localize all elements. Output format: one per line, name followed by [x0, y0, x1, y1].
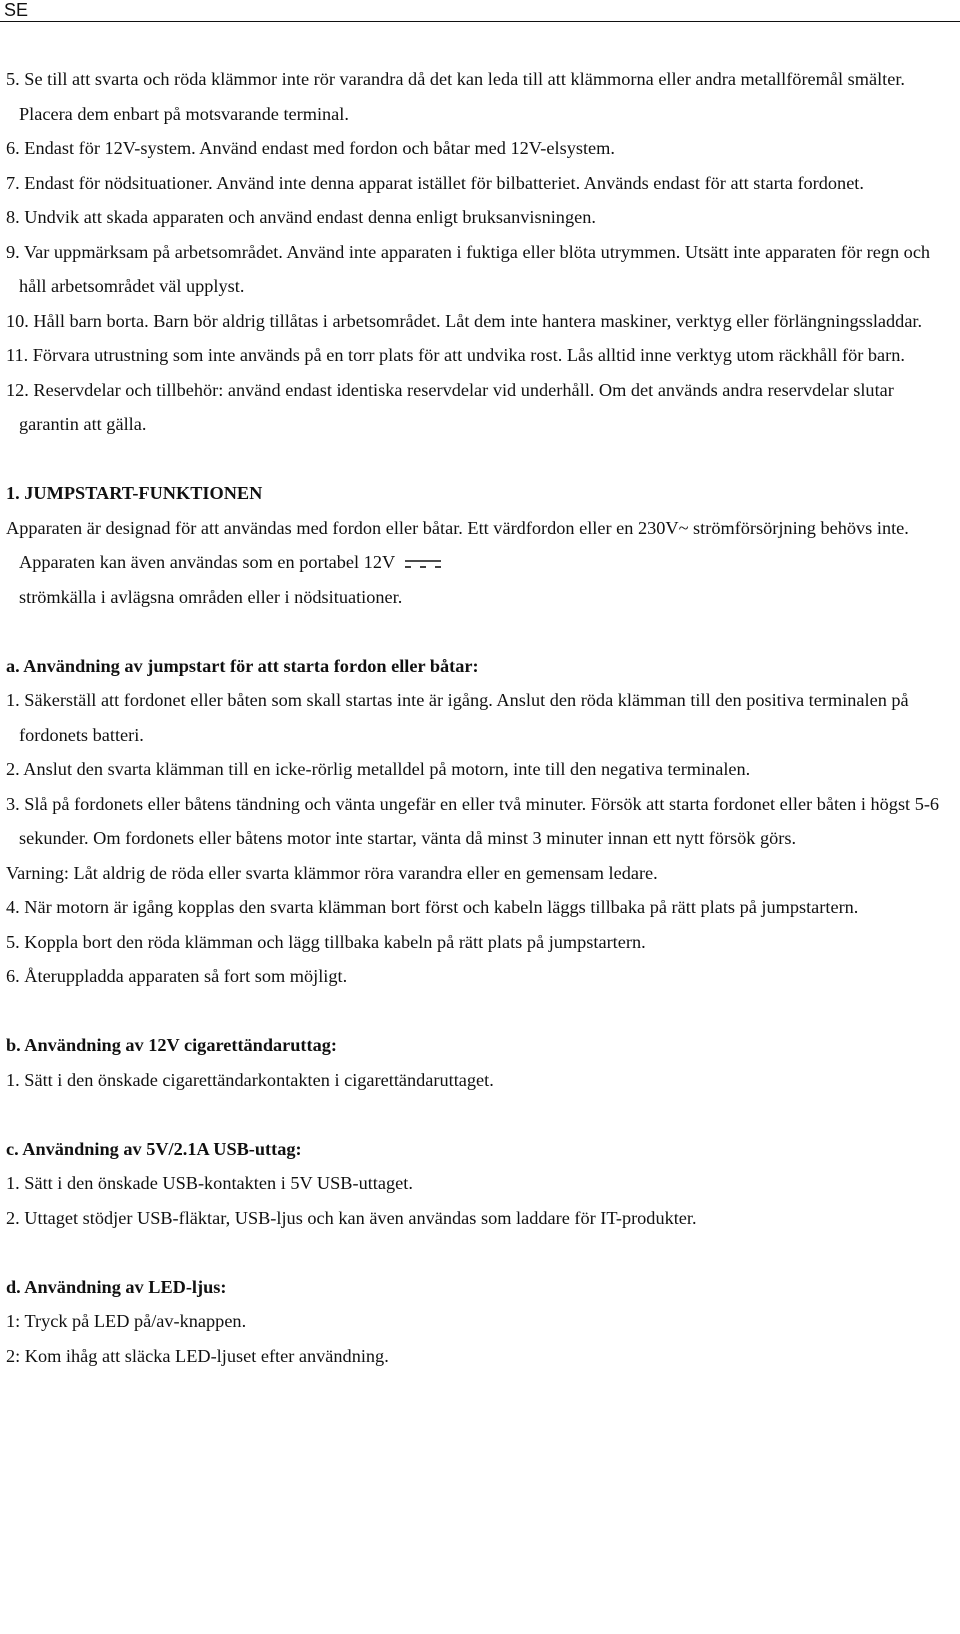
safety-item-5: 5. Se till att svarta och röda klämmor inte rör varandra då det kan leda till att klämmorna eller andra metallföremål smälter. Placera dem enbart på motsvarande terminal.: [6, 69, 906, 124]
section-a-heading: a. Användning av jumpstart för att starta fordon eller båtar:: [6, 655, 479, 676]
safety-item-10: 10. Håll barn borta. Barn bör aldrig tillåtas i arbetsområdet. Låt dem inte hantera maskiner, verktyg eller förlängningssladdar.: [6, 310, 923, 331]
section-a-warning: Varning: Låt aldrig de röda eller svarta klämmor röra varandra eller en gemensam ledare.: [6, 862, 658, 883]
section-d-step-1: 1: Tryck på LED på/av-knappen.: [6, 1311, 247, 1331]
header-divider: [0, 21, 960, 22]
spacer: [0, 442, 950, 477]
section-a-step-3: 3. Slå på fordonets eller båtens tändning och vänta ungefär en eller två minuter. Försök att starta fordonet eller båten i högst 5-6 sekunder. Om fordonets eller båtens motor inte startar, vänta då minst 3 minuter innan ett nytt försök görs.: [6, 793, 940, 848]
language-label: SE: [4, 0, 29, 20]
safety-item-9: 9. Var uppmärksam på arbetsområdet. Använd inte apparaten i fuktiga eller blöta utrymmen. Utsätt inte apparaten för regn och håll arbetsområdet väl upplyst.: [6, 241, 931, 296]
safety-item-12: 12. Reservdelar och tillbehör: använd endast identiska reservdelar vid underhåll. Om det används andra reservdelar slutar garantin att gälla.: [6, 379, 894, 434]
spacer: [0, 1235, 950, 1270]
section-c-step-1: 1. Sätt i den önskade USB-kontakten i 5V USB-uttaget.: [6, 1173, 413, 1193]
section-a-step-4: 4. När motorn är igång kopplas den svarta klämman bort först och kabeln läggs tillbaka på rätt plats på jumpstartern.: [6, 897, 859, 917]
safety-item-7: 7. Endast för nödsituationer. Använd inte denna apparat istället för bilbatteriet. Används endast för att starta fordonet.: [6, 172, 864, 193]
jumpstart-intro-text-2: strömkälla i avlägsna områden eller i nödsituationer.: [19, 586, 403, 607]
spacer: [0, 614, 950, 649]
safety-item-11: 11. Förvara utrustning som inte används på en torr plats för att undvika rost. Lås alltid inne verktyg utom räckhåll för barn.: [6, 345, 905, 365]
jumpstart-heading: 1. JUMPSTART-FUNKTIONEN: [6, 483, 263, 503]
section-a-step-1: 1. Säkerställ att fordonet eller båten som skall startas inte är igång. Anslut den röda klämman till den positiva terminalen på fordonets batteri.: [6, 690, 909, 745]
section-a-step-6: 6. Återuppladda apparaten så fort som möjligt.: [6, 966, 348, 986]
section-c-step-2: 2. Uttaget stödjer USB-fläktar, USB-ljus och kan även användas som laddare för IT-produkter.: [6, 1207, 697, 1228]
section-c-heading: c. Användning av 5V/2.1A USB-uttag:: [6, 1138, 302, 1159]
page-content: [0, 62, 950, 1373]
dc-current-symbol-icon: [403, 557, 443, 571]
section-a-step-2: 2. Anslut den svarta klämman till en icke-rörlig metalldel på motorn, inte till den negativa terminalen.: [6, 759, 751, 779]
jumpstart-intro-text: Apparaten är designad för att användas med fordon eller båtar. Ett värdfordon eller en 230V~ strömförsörjning behövs inte. Apparaten kan även användas som en portabel 12V: [6, 517, 909, 572]
spacer: [0, 994, 950, 1029]
jumpstart-intro: [0, 511, 950, 615]
section-b-step-1: 1. Sätt i den önskade cigarettändarkontakten i cigarettändaruttaget.: [6, 1069, 494, 1090]
safety-item-6: 6. Endast för 12V-system. Använd endast med fordon och båtar med 12V-elsystem.: [6, 138, 615, 158]
section-d-heading: d. Användning av LED-ljus:: [6, 1276, 227, 1297]
section-d-step-2: 2: Kom ihåg att släcka LED-ljuset efter användning.: [6, 1345, 389, 1366]
spacer: [0, 1097, 950, 1132]
section-a-step-5: 5. Koppla bort den röda klämman och lägg tillbaka kabeln på rätt plats på jumpstartern.: [6, 931, 646, 952]
section-b-heading: b. Användning av 12V cigarettändaruttag:: [6, 1035, 337, 1055]
safety-item-8: 8. Undvik att skada apparaten och använd endast denna enligt bruksanvisningen.: [6, 207, 596, 227]
